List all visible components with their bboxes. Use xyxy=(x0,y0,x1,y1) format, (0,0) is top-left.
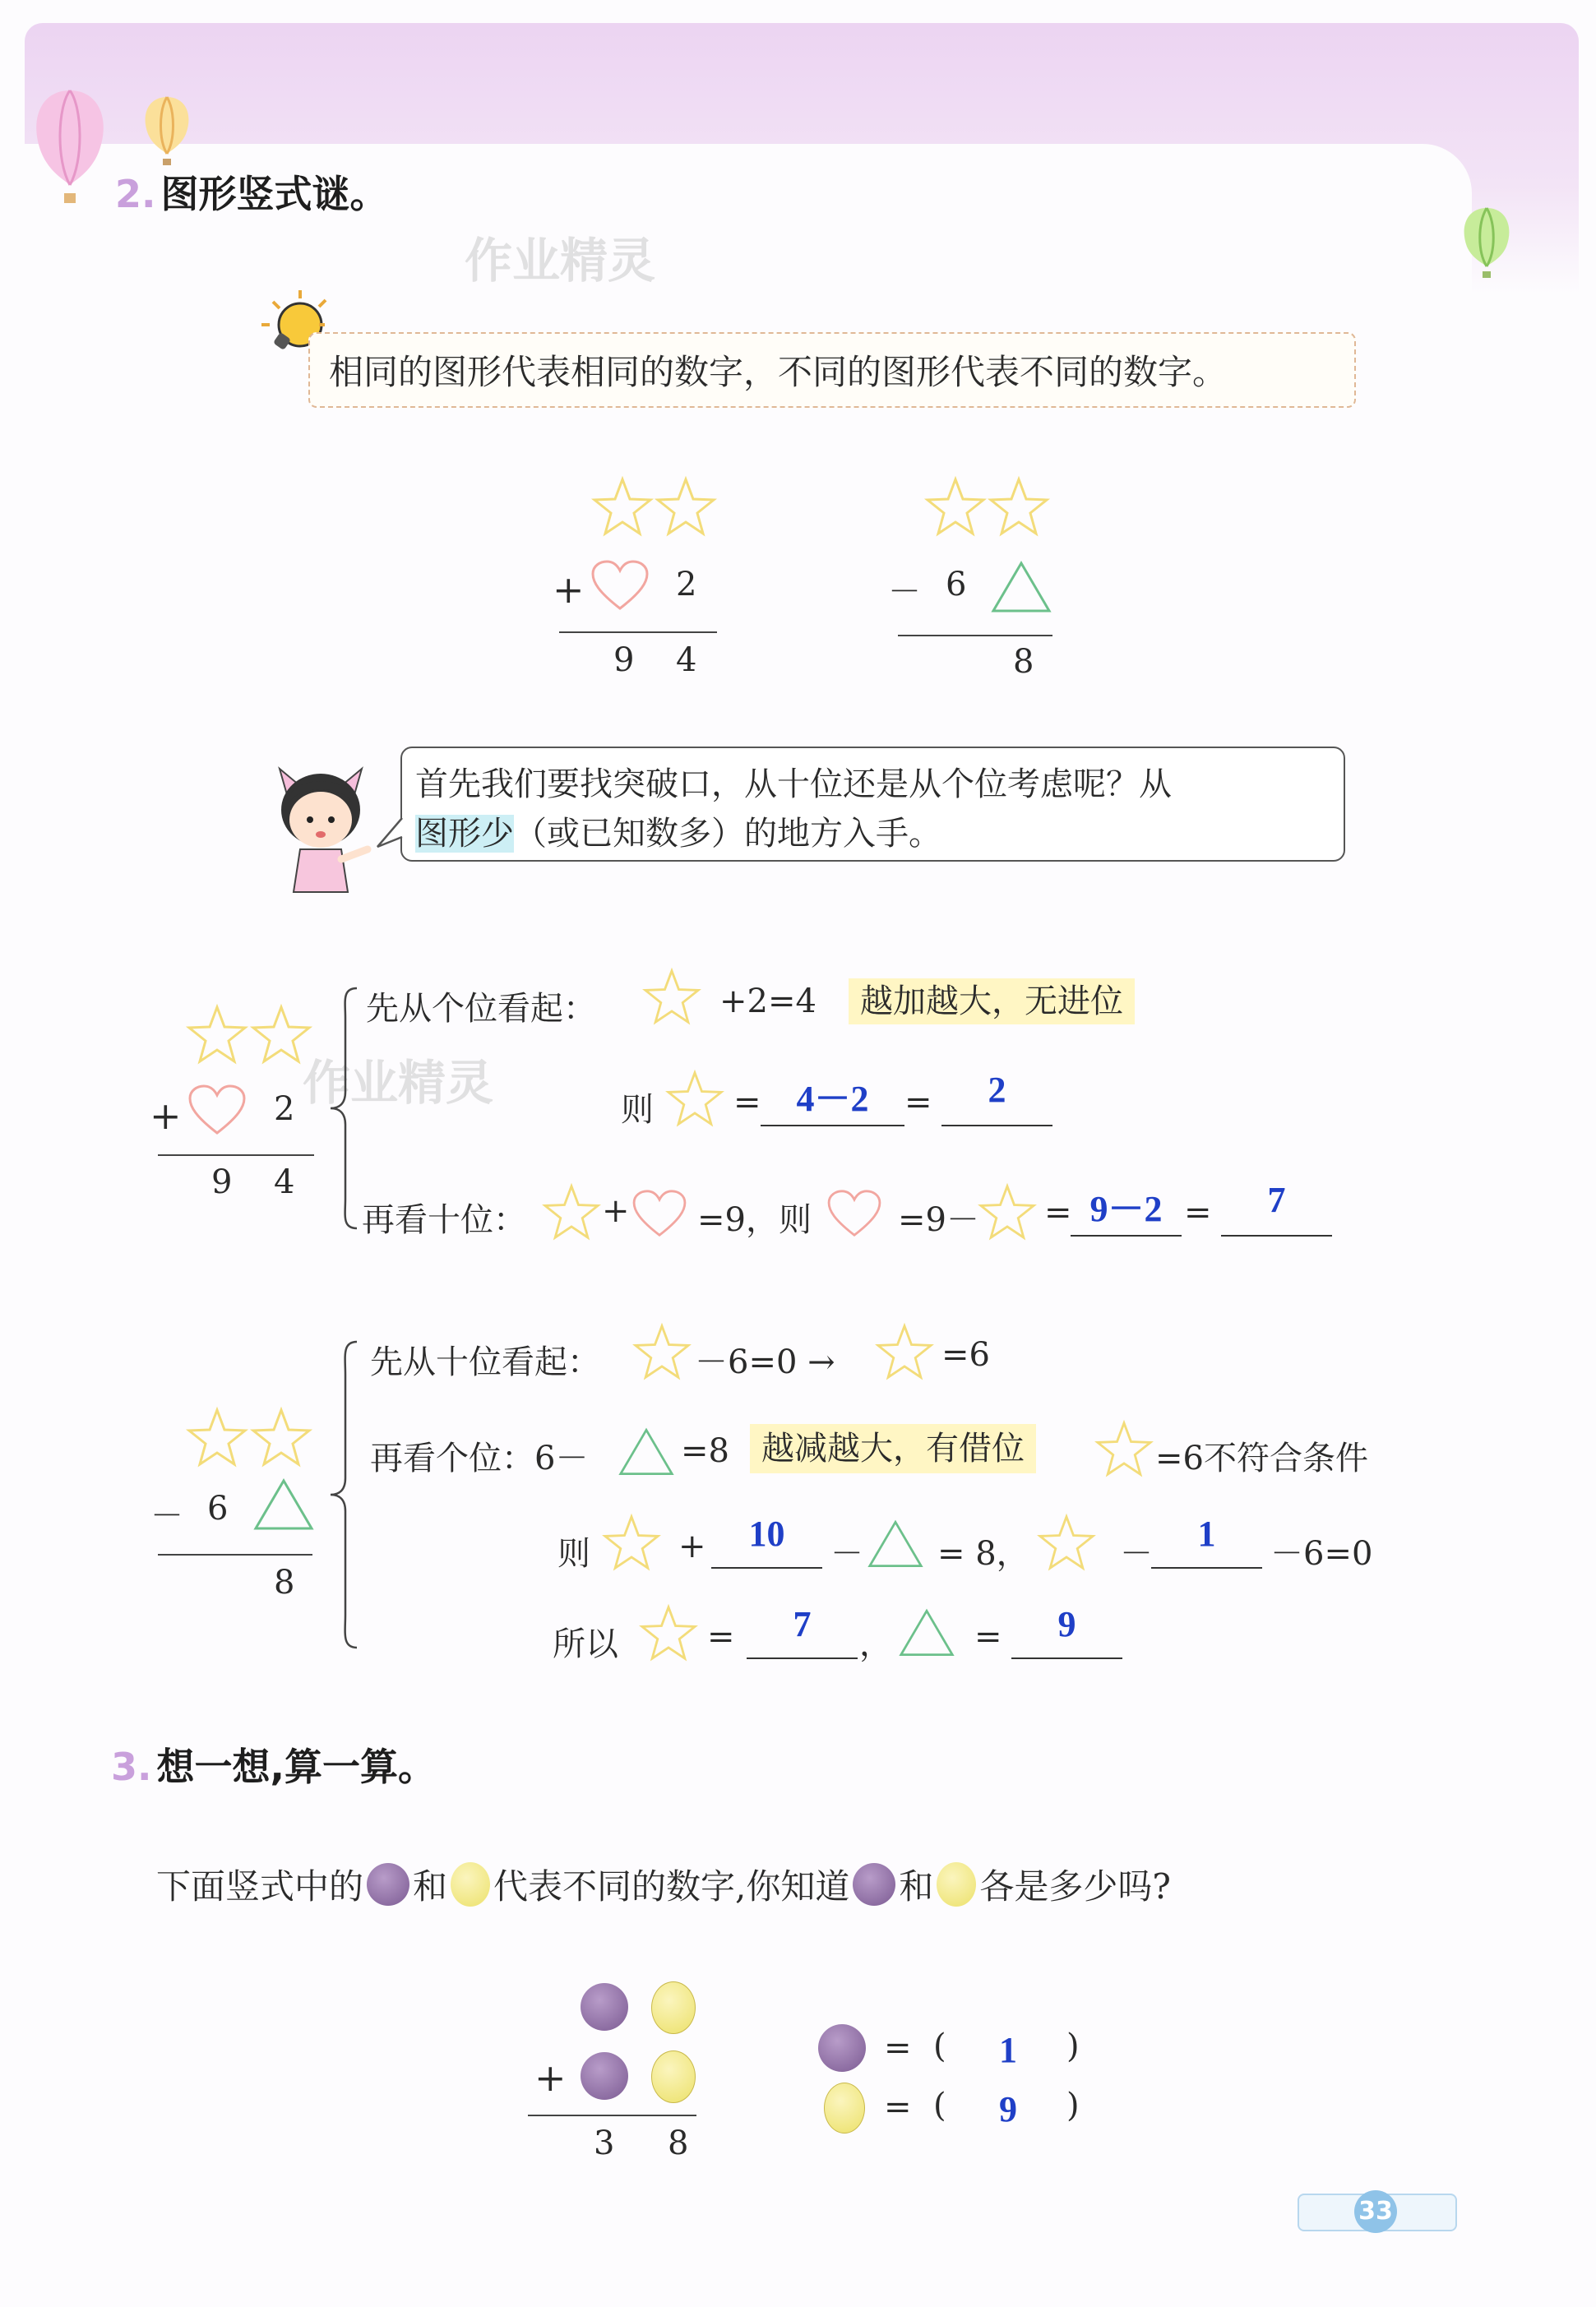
page-number: 33 xyxy=(1354,2190,1397,2233)
equals-sign: = xyxy=(904,1084,932,1121)
brace xyxy=(327,1338,360,1651)
star-icon xyxy=(640,1605,697,1661)
step-1-expression: +2=4 xyxy=(719,982,817,1020)
step-3-expression: =9－ xyxy=(898,1201,979,1239)
result-ones-digit: 8 xyxy=(1013,643,1034,681)
step-2-conclusion: =6不符合条件 xyxy=(1155,1440,1368,1477)
result-ones-digit: 8 xyxy=(668,2124,689,2162)
sum-line xyxy=(559,631,717,633)
yellow-ball-icon xyxy=(451,1862,490,1907)
paren-open: ( xyxy=(933,2027,946,2065)
balloon-pink-icon xyxy=(25,86,115,210)
star-icon xyxy=(643,969,701,1024)
difference-line xyxy=(158,1554,312,1556)
star-icon xyxy=(1038,1514,1095,1570)
result-ones-digit: 4 xyxy=(274,1163,295,1201)
answer-blank: 10 xyxy=(711,1513,822,1569)
addend-ones-digit: 2 xyxy=(274,1090,295,1128)
operator-plus: + xyxy=(534,2055,567,2100)
step-4-label: 所以 xyxy=(553,1625,618,1663)
star-icon xyxy=(633,1324,691,1380)
step-1-expression: －6=0 → xyxy=(695,1343,835,1381)
purple-ball-icon xyxy=(581,2052,628,2100)
minus-sign: － xyxy=(1120,1535,1153,1573)
subtrahend-tens-digit: 6 xyxy=(207,1490,229,1528)
step-3-end: －6=0 xyxy=(1270,1535,1373,1573)
star-icon xyxy=(251,1005,312,1064)
equals-sign: = xyxy=(974,1618,1002,1656)
plus-sign: + xyxy=(602,1192,630,1230)
star-icon xyxy=(925,477,986,536)
result-ones-digit: 8 xyxy=(274,1564,295,1602)
sum-line xyxy=(528,2115,696,2116)
answer-blank: 9－2 xyxy=(1071,1179,1182,1237)
yellow-ball-icon xyxy=(937,1862,976,1907)
answer-blank: 9 xyxy=(1011,1603,1122,1659)
heart-icon xyxy=(590,559,650,612)
speech-line-1: 首先我们要找突破口，从十位还是从个位考虑呢？从 xyxy=(415,765,1172,803)
star-icon xyxy=(978,1184,1036,1240)
step-3-label: 则 xyxy=(557,1535,590,1573)
equals-sign: = xyxy=(884,2029,912,2067)
step-2-label: 再看个位：6－ xyxy=(370,1440,589,1477)
sum-line xyxy=(158,1154,314,1156)
yellow-ball-icon xyxy=(651,1981,696,2034)
star-icon xyxy=(666,1070,724,1126)
star-icon xyxy=(543,1184,600,1240)
purple-ball-icon xyxy=(367,1863,409,1906)
step-1-result: =6 xyxy=(941,1336,990,1374)
result-tens-digit: 9 xyxy=(613,641,635,679)
section-2-header xyxy=(115,164,387,219)
section-3-question: 下面竖式中的 和 代表不同的数字,你知道 和 各是多少吗? xyxy=(156,1860,1171,1909)
subtrahend-tens-digit: 6 xyxy=(946,566,967,603)
section-3-header xyxy=(111,1737,436,1792)
star-icon xyxy=(988,477,1049,536)
section-title: 图形竖式谜。 xyxy=(160,172,388,216)
purple-ball-icon xyxy=(581,1983,628,2031)
step-2-expression: =8 xyxy=(681,1432,729,1470)
balloon-green-icon xyxy=(1457,206,1516,284)
purple-answer: 1 xyxy=(999,2030,1017,2070)
step-3-expression: = 8， xyxy=(937,1535,1029,1573)
yellow-ball-icon xyxy=(651,2050,696,2103)
paren-close: ) xyxy=(1066,2027,1080,2065)
operator-minus: － xyxy=(888,573,921,611)
equals-sign: = xyxy=(733,1084,761,1121)
operator-plus: + xyxy=(150,1093,182,1138)
step-1-label: 先从十位看起： xyxy=(370,1343,600,1381)
addend-ones-digit: 2 xyxy=(676,566,697,603)
star-icon xyxy=(187,1005,247,1064)
triangle-icon xyxy=(253,1478,314,1531)
star-icon xyxy=(876,1324,933,1380)
equals-sign: = xyxy=(884,2088,912,2126)
heart-icon xyxy=(826,1189,882,1238)
yellow-ball-icon xyxy=(824,2083,865,2134)
operator-minus: － xyxy=(150,1497,183,1535)
triangle-icon xyxy=(991,561,1052,613)
step-1-note: 越加越大，无进位 xyxy=(849,978,1135,1024)
operator-plus: + xyxy=(553,567,585,612)
speech-highlight: 图形少 xyxy=(415,815,514,853)
equals-sign: = xyxy=(1044,1194,1072,1232)
step-2-note: 越减越大，有借位 xyxy=(750,1424,1036,1473)
purple-ball-icon xyxy=(818,2024,866,2072)
answer-blank: 2 xyxy=(941,1069,1052,1126)
star-icon xyxy=(603,1514,660,1570)
triangle-icon xyxy=(899,1608,955,1657)
minus-sign: － xyxy=(830,1535,863,1573)
answer-blank: 7 xyxy=(747,1603,858,1659)
star-icon xyxy=(655,477,716,536)
purple-ball-icon xyxy=(853,1863,895,1906)
star-icon xyxy=(251,1408,312,1467)
answer-blank: 1 xyxy=(1151,1513,1262,1569)
tip-text: 相同的图形代表相同的数字，不同的图形代表不同的数字。 xyxy=(329,352,1228,392)
heart-icon xyxy=(187,1084,247,1136)
step-3-expression: =9，则 xyxy=(697,1201,812,1239)
triangle-icon xyxy=(618,1427,674,1477)
step-1-label: 先从个位看起： xyxy=(366,990,596,1028)
star-icon xyxy=(187,1408,247,1467)
brace xyxy=(327,985,360,1232)
answer-blank: 4－2 xyxy=(761,1069,904,1126)
answer-blank: 7 xyxy=(1221,1179,1332,1237)
section-number: 3. xyxy=(111,1745,152,1789)
balloon-yellow-icon xyxy=(138,95,196,169)
paren-open: ( xyxy=(933,2087,946,2124)
watermark: 作业精灵 xyxy=(465,233,656,289)
star-icon xyxy=(1095,1421,1153,1477)
speech-line-2: 图形少（或已知数多）的地方入手。 xyxy=(415,815,941,853)
girl-character-icon xyxy=(259,752,382,896)
watermark: 作业精灵 xyxy=(303,1055,494,1111)
result-tens-digit: 3 xyxy=(594,2124,615,2162)
paren-close: ) xyxy=(1066,2087,1080,2124)
yellow-answer: 9 xyxy=(999,2089,1017,2129)
star-icon xyxy=(592,477,653,536)
triangle-icon xyxy=(867,1519,923,1569)
section-number: 2. xyxy=(115,172,156,216)
result-ones-digit: 4 xyxy=(676,641,697,679)
equals-sign: = xyxy=(1184,1194,1212,1232)
equals-sign: = xyxy=(707,1618,735,1656)
section-title: 想一想,算一算。 xyxy=(156,1745,436,1789)
result-tens-digit: 9 xyxy=(211,1163,233,1201)
step-3-label: 再看十位： xyxy=(362,1201,526,1239)
step-2-label: 则 xyxy=(621,1091,654,1129)
difference-line xyxy=(898,635,1052,636)
heart-icon xyxy=(631,1189,687,1238)
comma: ， xyxy=(859,1625,892,1663)
speech-bubble-tail xyxy=(374,814,407,855)
plus-sign: + xyxy=(678,1528,706,1565)
